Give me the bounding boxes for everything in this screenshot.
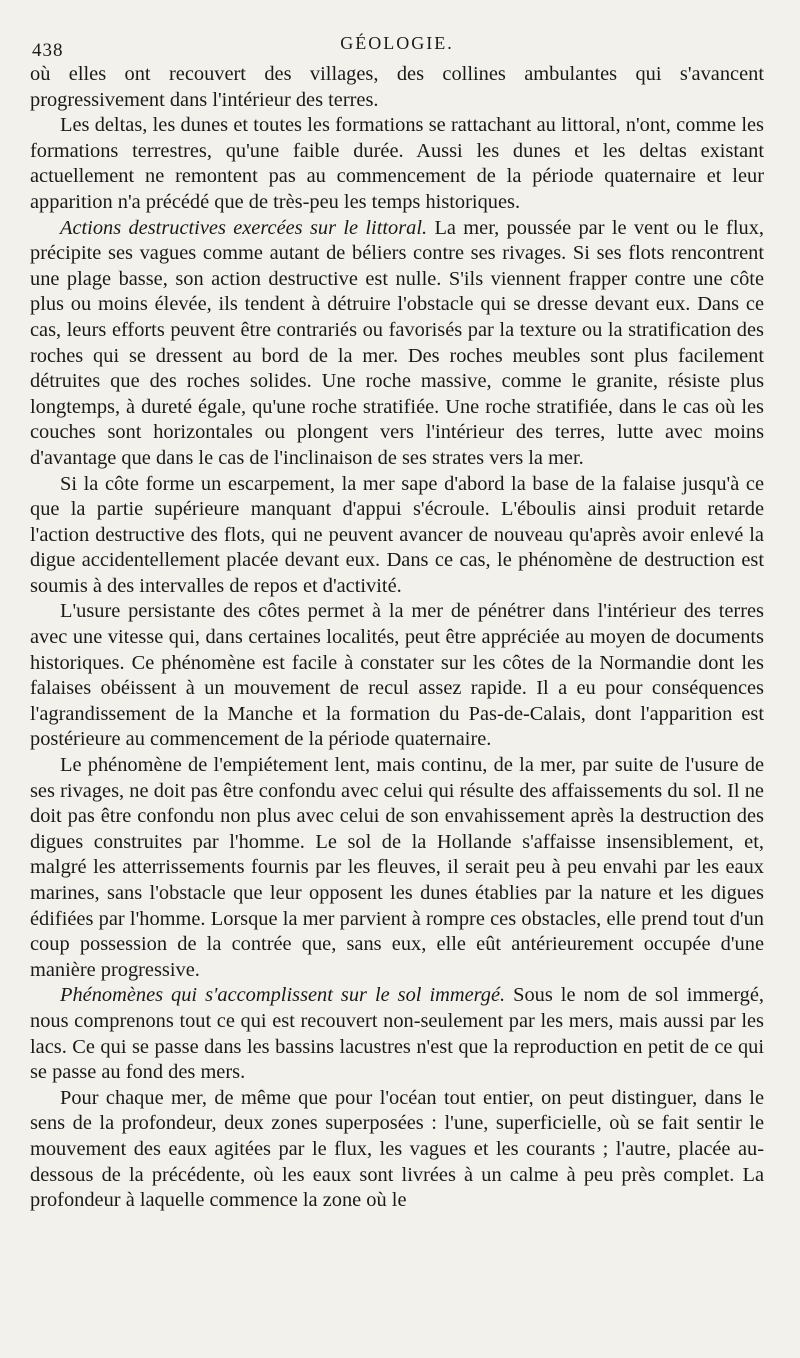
running-head: GÉOLOGIE. (340, 33, 454, 53)
paragraph-text: La mer, poussée par le vent ou le flux, précipite ses vagues comme autant de béliers contre ses rivages. Si ses flots rencontrent une plage basse, son action destructive est nulle. S'ils viennent frapper contre une côte plus ou moins élevée, ils tendent à détruire l'obstacle qui se dresse devant eux. Dans ce cas, leurs efforts peuvent être contrariés ou favorisés par la texture ou la stratification des roches qui se dressent au bord de la mer. Des roches meubles sont plus facilement détruites que des roches solides. Une roche massive, comme le granite, résiste plus longtemps, à dureté égale, qu'une roche stratifiée. Une roche stratifiée, dans le cas où les couches sont horizontales ou plongent vers l'intérieur des terres, lutte avec moins d'avantage que dans le cas de l'inclinaison de ses strates vers la mer. (30, 216, 764, 469)
paragraph-text: où elles ont recouvert des villages, des collines ambulantes qui s'avancent progressivement dans l'intérieur des terres. (30, 63, 764, 111)
paragraph-destructive-actions (30, 216, 764, 472)
paragraph-text: Pour chaque mer, de même que pour l'océan tout entier, on peut distinguer, dans le sens de la profondeur, deux zones superposées : l'une, superficielle, où se fait sentir le mouvement des eaux agitées par le flux, les vagues et les courants ; l'autre, placée au-dessous de la précédente, où les eaux sont livrées à un calme à peu près complet. La profondeur à laquelle commence la zone où le (30, 1086, 764, 1212)
paragraph-depth-zones (30, 1086, 764, 1214)
paragraph-encroachment (30, 753, 764, 983)
page-number: 438 (32, 40, 64, 61)
paragraph-continuation (30, 62, 764, 113)
paragraph-coastal-wear (30, 599, 764, 753)
page-header (30, 30, 764, 62)
section-heading-submerged-ground: Phénomènes qui s'accomplissent sur le sol immergé. (60, 984, 506, 1007)
paragraph-escarpment (30, 472, 764, 600)
paragraph-text: Sous le nom de sol immergé, nous comprenons tout ce qui est recouvert non-seulement par les mers, mais aussi par les lacs. Ce qui se passe dans les bassins lacustres n'est que la reproduction en petit de ce qui se passe au fond des mers. (30, 984, 764, 1084)
paragraph-submerged-ground (30, 983, 764, 1085)
paragraph-deltas-dunes (30, 113, 764, 215)
paragraph-text: Le phénomène de l'empiétement lent, mais continu, de la mer, par suite de l'usure de ses rivages, ne doit pas être confondu avec celui qui résulte des affaissements du sol. Il ne doit pas être confondu non plus avec celui de son envahissement après la destruction des digues construites par l'homme. Le sol de la Hollande s'affaisse insensiblement, et, malgré les atterrissements fournis par les fleuves, il serait peu à peu envahi par les eaux marines, sans l'obstacle que leur opposent les dunes établies par la nature et les digues édifiées par l'homme. Lorsque la mer parvient à rompre ces obstacles, elle prend tout d'un coup possession de la contrée que, sans eux, elle eût antérieurement occupée d'une manière progressive. (30, 754, 764, 981)
body-text (30, 62, 764, 1214)
paragraph-text: Si la côte forme un escarpement, la mer sape d'abord la base de la falaise jusqu'à ce que la partie supérieure manquant d'appui s'écroule. L'éboulis ainsi produit retarde l'action destructive des flots, qui ne peuvent avancer de nouveau qu'après avoir enlevé la digue accidentellement placée devant eux. Dans ce cas, le phénomène de destruction est soumis à des intervalles de repos et d'activité. (30, 472, 764, 597)
paragraph-text: Les deltas, les dunes et toutes les formations se rattachant au littoral, n'ont, comme les formations terrestres, qu'une faible durée. Aussi les dunes et les deltas existant actuellement ne remontent pas au commencement de la période quaternaire et leur apparition n'a précédé que de très-peu les temps historiques. (30, 114, 764, 213)
paragraph-text: L'usure persistante des côtes permet à la mer de pénétrer dans l'intérieur des terres avec une vitesse qui, dans certaines localités, peut être appréciée au moyen de documents historiques. Ce phénomène est facile à constater sur les côtes de la Normandie dont les falaises obéissent à un mouvement de recul assez rapide. Il a eu pour conséquences l'agrandissement de la Manche et la formation du Pas-de-Calais, dont l'apparition est postérieure au commencement de la période quaternaire. (30, 600, 764, 751)
section-heading-destructive-actions: Actions destructives exercées sur le littoral. (60, 216, 428, 239)
